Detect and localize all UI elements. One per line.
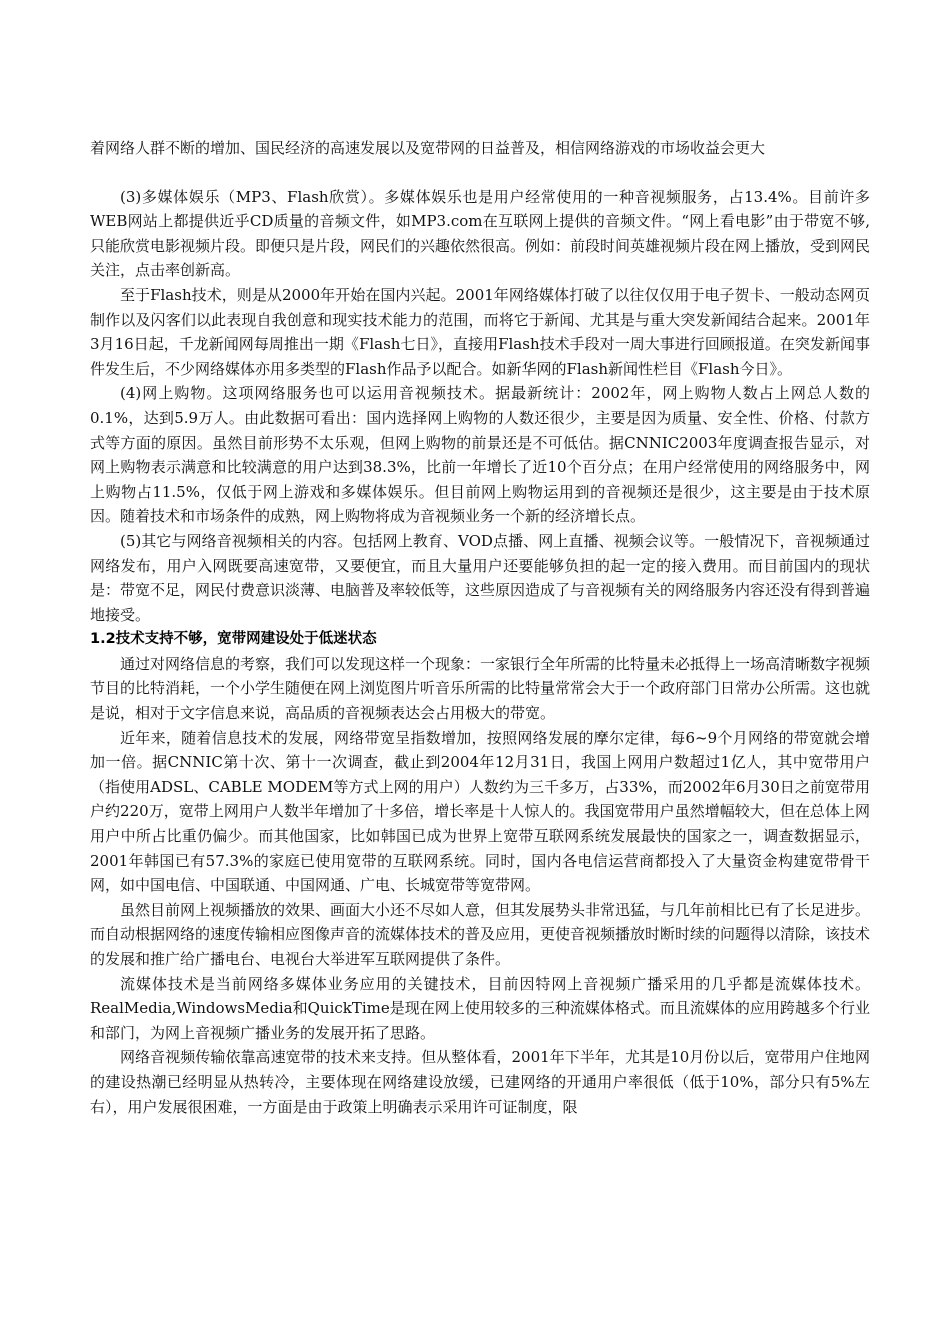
paragraph-broadband-growth: 近年来，随着信息技术的发展，网络带宽呈指数增加，按照网络发展的摩尔定律，每6~9个月网络的带宽就会增加一倍。据CNNIC第十次、第十一次调查，截止到2004年12月31日，我国上网用户数超过1亿人，其中宽带用户（指使用ADSL、CABLE MODEM等方式上网的用户）人数约为三千多万，占33%，而2002年6月30日之前宽带用户约220万，宽带上网用户人数半年增加了十多倍，增长率是十人惊人的。我国宽带用户虽然增幅较大，但在总体上网用户中所占比重仍偏少。而其他国家，比如韩国已成为世界上宽带互联网系统发展最快的国家之一，调查数据显示，2001年韩国已有57.3%的家庭已使用宽带的互联网系统。同时，国内各电信运营商都投入了大量资金构建宽带骨干网，如中国电信、中国联通、中国网通、广电、长城宽带等宽带网。 [90, 728, 870, 895]
paragraph-streaming-media: 流媒体技术是当前网络多媒体业务应用的关键技术，目前因特网上音视频广播采用的几乎都是流媒体技术。RealMedia,WindowsMedia和QuickTime是现在网上使用较多的三种流媒体格式。而且流媒体的应用跨越多个行业和部门，为网上音视频广播业务的发展开拓了思路。 [90, 974, 870, 1042]
document-body [90, 136, 870, 1119]
paragraph-flash: 至于Flash技术，则是从2000年开始在国内兴起。2001年网络媒体打破了以往仅仅用于电子贺卡、一般动态网页制作以及闪客们以此表现自我创意和现实技术能力的范围，而将它于新闻、尤其是与重大突发新闻结合起来。2001年3月16日起，千龙新闻网每周推出一期《Flash七日》，直接用Flash技术手段对一周大事进行回顾报道。在突发新闻事件发生后，不少网络媒体亦用多类型的Flash作品予以配合。如新华网的Flash新闻性栏目《Flash今日》。 [90, 285, 870, 378]
paragraph-shopping: (4)网上购物。这项网络服务也可以运用音视频技术。据最新统计：2002年，网上购物人数占上网总人数的0.1%，达到5.9万人。由此数据可看出：国内选择网上购物的人数还很少，主要是因为质量、安全性、价格、付款方式等方面的原因。虽然目前形势不太乐观，但网上购物的前景还是不可低估。据CNNIC2003年度调查报告显示，对网上购物表示满意和比较满意的用户达到38.3%，比前一年增长了近10个百分点；在用户经常使用的网络服务中，网上购物占11.5%，仅低于网上游戏和多媒体娱乐。但目前网上购物运用到的音视频还是很少，这主要是由于技术原因。随着技术和市场条件的成熟，网上购物将成为音视频业务一个新的经济增长点。 [90, 384, 870, 526]
paragraph-bandwidth-observation: 通过对网络信息的考察，我们可以发现这样一个现象：一家银行全年所需的比特量未必抵得上一场高清晰数字视频节目的比特消耗，一个小学生随便在网上浏览图片听音乐所需的比特量常常会大于一个政府部门日常办公所需。这也就是说，相对于文字信息来说，高品质的音视频表达会占用极大的带宽。 [90, 654, 871, 723]
paragraph-multimedia: (3)多媒体娱乐（MP3、Flash欣赏）。多媒体娱乐也是用户经常使用的一种音视频服务，占13.4%。目前许多WEB网站上都提供近乎CD质量的音频文件，如MP3.com在互联网上提供的音频文件。“网上看电影”由于带宽不够,只能欣赏电影视频片段。即便只是片段，网民们的兴趣依然很高。例如：前段时间英雄视频片段在网上播放，受到网民关注，点击率创新高。 [90, 187, 871, 280]
section-heading: 1.2技术支持不够，宽带网建设处于低迷状态 [90, 631, 377, 648]
paragraph-video-progress: 虽然目前网上视频播放的效果、画面大小还不尽如人意，但其发展势头非常迅猛，与几年前相比已有了长足进步。而自动根据网络的速度传输相应图像声音的流媒体技术的普及应用，更使音视频播放时断时续的问题得以清除，该技术的发展和推广给广播电台、电视台大举进军互联网提供了条件。 [90, 900, 871, 968]
paragraph-intro: 着网络人群不断的增加、国民经济的高速发展以及宽带网的日益普及，相信网络游戏的市场收益会更大 [90, 139, 766, 157]
paragraph-network-transmission: 网络音视频传输依靠高速宽带的技术来支持。但从整体看，2001年下半年，尤其是10月份以后，宽带用户住地网的建设热潮已经明显从热转冷，主要体现在网络建设放缓，已建网络的开通用户率很低（低于10%，部分只有5%左右），用户发展很困难，一方面是由于政策上明确表示采用许可证制度，限 [90, 1048, 870, 1116]
paragraph-other-content: (5)其它与网络音视频相关的内容。包括网上教育、VOD点播、网上直播、视频会议等。一般情况下，音视频通过网络发布，用户入网既要高速宽带，又要便宜，而且大量用户还要能够负担的起一定的接入费用。而目前国内的现状是：带宽不足，网民付费意识淡薄、电脑普及率较低等，这些原因造成了与音视频有关的网络服务内容还没有得到普遍地接受。 [90, 531, 871, 624]
paragraph-spacer [90, 161, 870, 185]
